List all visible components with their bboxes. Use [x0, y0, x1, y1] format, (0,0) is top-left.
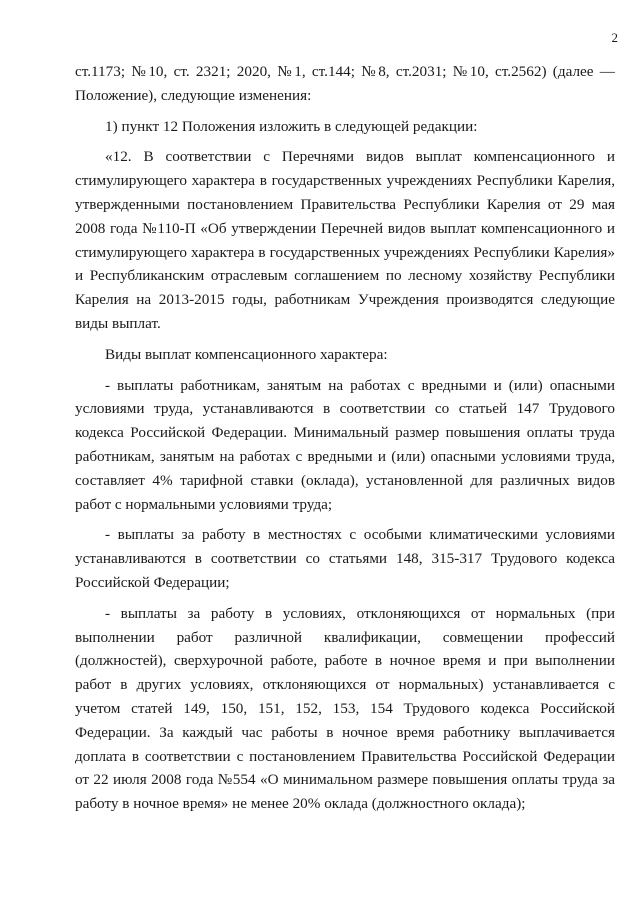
paragraph-compensation-types-heading: Виды выплат компенсационного характера:: [105, 345, 388, 363]
page-number: 2: [611, 30, 618, 45]
paragraph-clause-12: «12. В соответствии с Перечнями видов выплат компенсационного и стимулирующего характера в государственных учреждениях Республики Карелия, утвержденными постановлением Правительства Республики Карелия от 29 мая 2008 года №110-П «Об утверждении Перечней видов выплат компенсационного и стимулирующего характера в государственных учреждениях Республики Карелия» и Республиканским отраслевым соглашением по лесному хозяйству Республики Карелия на 2013-2015 годы, работникам Учреждения производятся следующие виды выплат.: [75, 148, 615, 332]
paragraph-abnormal-conditions: - выплаты за работу в условиях, отклоняющихся от нормальных (при выполнении работ различной квалификации, совмещении профессий (должностей), сверхурочной работе, работе в ночное время и при выполнении работ в других условиях, отклоняющихся от нормальных) устанавливается с учетом статей 149, 150, 151, 152, 153, 154 Трудового кодекса Российской Федерации. За каждый час работы в ночное время работнику выплачивается доплата в соответствии с постановлением Правительства Российской Федерации от 22 июля 2008 года №554 «О минимальном размере повышения оплаты труда за работу в ночное время» не менее 20% оклада (должностного оклада);: [75, 604, 615, 813]
paragraph-item-1: 1) пункт 12 Положения изложить в следующей редакции:: [105, 117, 478, 135]
paragraph-intro-continuation: ст.1173; №10, ст. 2321; 2020, №1, ст.144; №8, ст.2031; №10, ст.2562) (далее — Положение), следующие изменения:: [75, 63, 615, 104]
document-body: [75, 60, 615, 816]
paragraph-hazardous-conditions: - выплаты работникам, занятым на работах с вредными и (или) опасными условиями труда, устанавливаются в соответствии со статьей 147 Трудового кодекса Российской Федерации. Минимальный размер повышения оплаты труда работникам, занятым на работах с вредными и (или) опасными условиями труда, составляет 4% тарифной ставки (оклада), установленной для различных видов работ с нормальными условиями труда;: [75, 376, 615, 513]
paragraph-climatic-conditions: - выплаты за работу в местностях с особыми климатическими условиями устанавливаются в соответствии со статьями 148, 315-317 Трудового кодекса Российской Федерации;: [75, 526, 615, 591]
